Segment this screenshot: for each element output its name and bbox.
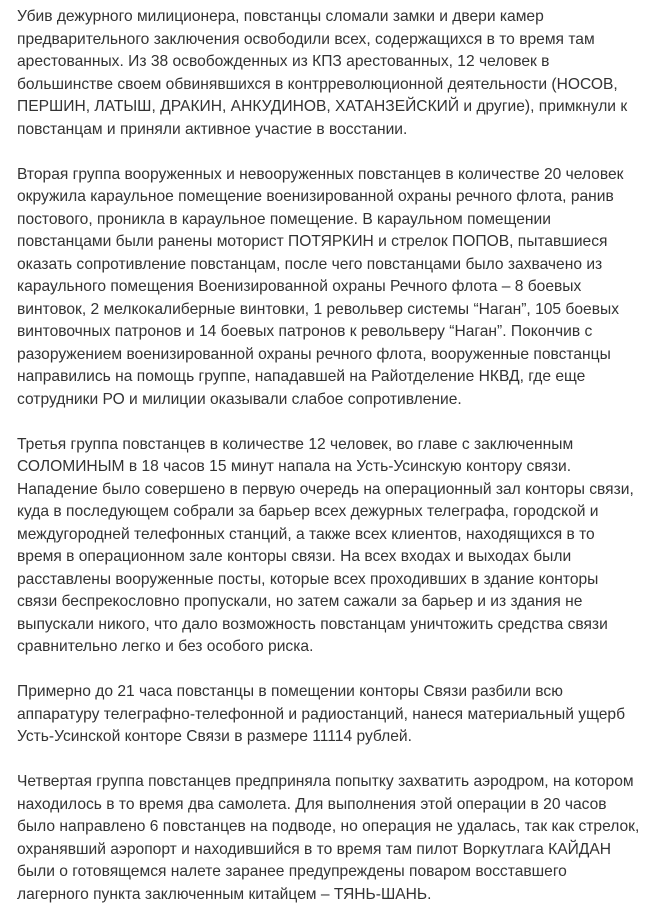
paragraph-kpz-liberation: Убив дежурного милиционера, повстанцы сломали замки и двери камер предварительного заключения освободили всех, содержащихся в то время там арестованных. Из 38 освобожденных из КПЗ арестованных, 12 человек в большинстве своем обвинявшихся в контрреволюционной деятельности (НОСОВ, ПЕРШИН, ЛАТЫШ, ДРАКИН, АНКУДИНОВ, ХАТАНЗЕЙСКИЙ и другие), примкнули к повстанцам и приняли активное участие в восстании. xyxy=(17,8,628,138)
paragraph-airfield-attempt: Четвертая группа повстанцев предприняла попытку захватить аэродром, на котором находилось в то время два самолета. Для выполнения этой операции в 20 часов было направлено 6 повстанцев на подводе, но операция не удалась, так как стрелок, охранявший аэропорт и находившийся в то время там пилот Воркутлага КАЙДАН были о готовящемся налете заранее предупреждены поваром восставшего лагерного пункта заключенным китайцем – ТЯНЬ-ШАНЬ. xyxy=(17,773,640,903)
paragraph-equipment-destroyed: Примерно до 21 часа повстанцы в помещении конторы Связи разбили всю аппаратуру телеграфно-телефонной и радиостанций, нанеся материальный ущерб Усть-Усинской конторе Связи в размере 11114 рублей. xyxy=(17,683,626,745)
paragraph-guardhouse-attack: Вторая группа вооруженных и невооруженных повстанцев в количестве 20 человек окружила караульное помещение военизированной охраны речного флота, ранив постового, проникла в караульное помещение. В караульном помещении повстанцами были ранены моторист ПОТЯРКИН и стрелок ПОПОВ, пытавшиеся оказать сопротивление повстанцам, после чего повстанцами было захвачено из караульного помещения Военизированной охраны Речного флота – 8 боевых винтовок, 2 мелкокалиберные винтовки, 1 револьвер системы “Наган”, 105 боевых винтовочных патронов и 14 боевых патронов к револьверу “Наган”. Покончив с разоружением военизированной охраны речного флота, вооруженные повстанцы направились на помощь группе, нападавшей на Райотделение НКВД, где еще сотрудники РО и милиции оказывали слабое сопротивление. xyxy=(17,165,624,408)
paragraph-communications-office-attack: Третья группа повстанцев в количестве 12 человек, во главе с заключенным СОЛОМИНЫМ в 18 часов 15 минут напала на Усть-Усинскую контору связи. Нападение было совершено в первую очередь на операционный зал конторы связи, куда в последующем собрали за барьер всех дежурных телеграфа, городской и междугородней телефонных станций, а также всех клиентов, находящихся в то время в операционном зале конторы связи. На всех входах и выходах были расставлены вооруженные посты, которые всех проходивших в здание конторы связи беспрекословно пропускали, но затем сажали за барьер и из здания не выпускали никого, что дало возможность повстанцам уничтожить средства связи сравнительно легко и без особого риска. xyxy=(17,435,634,655)
